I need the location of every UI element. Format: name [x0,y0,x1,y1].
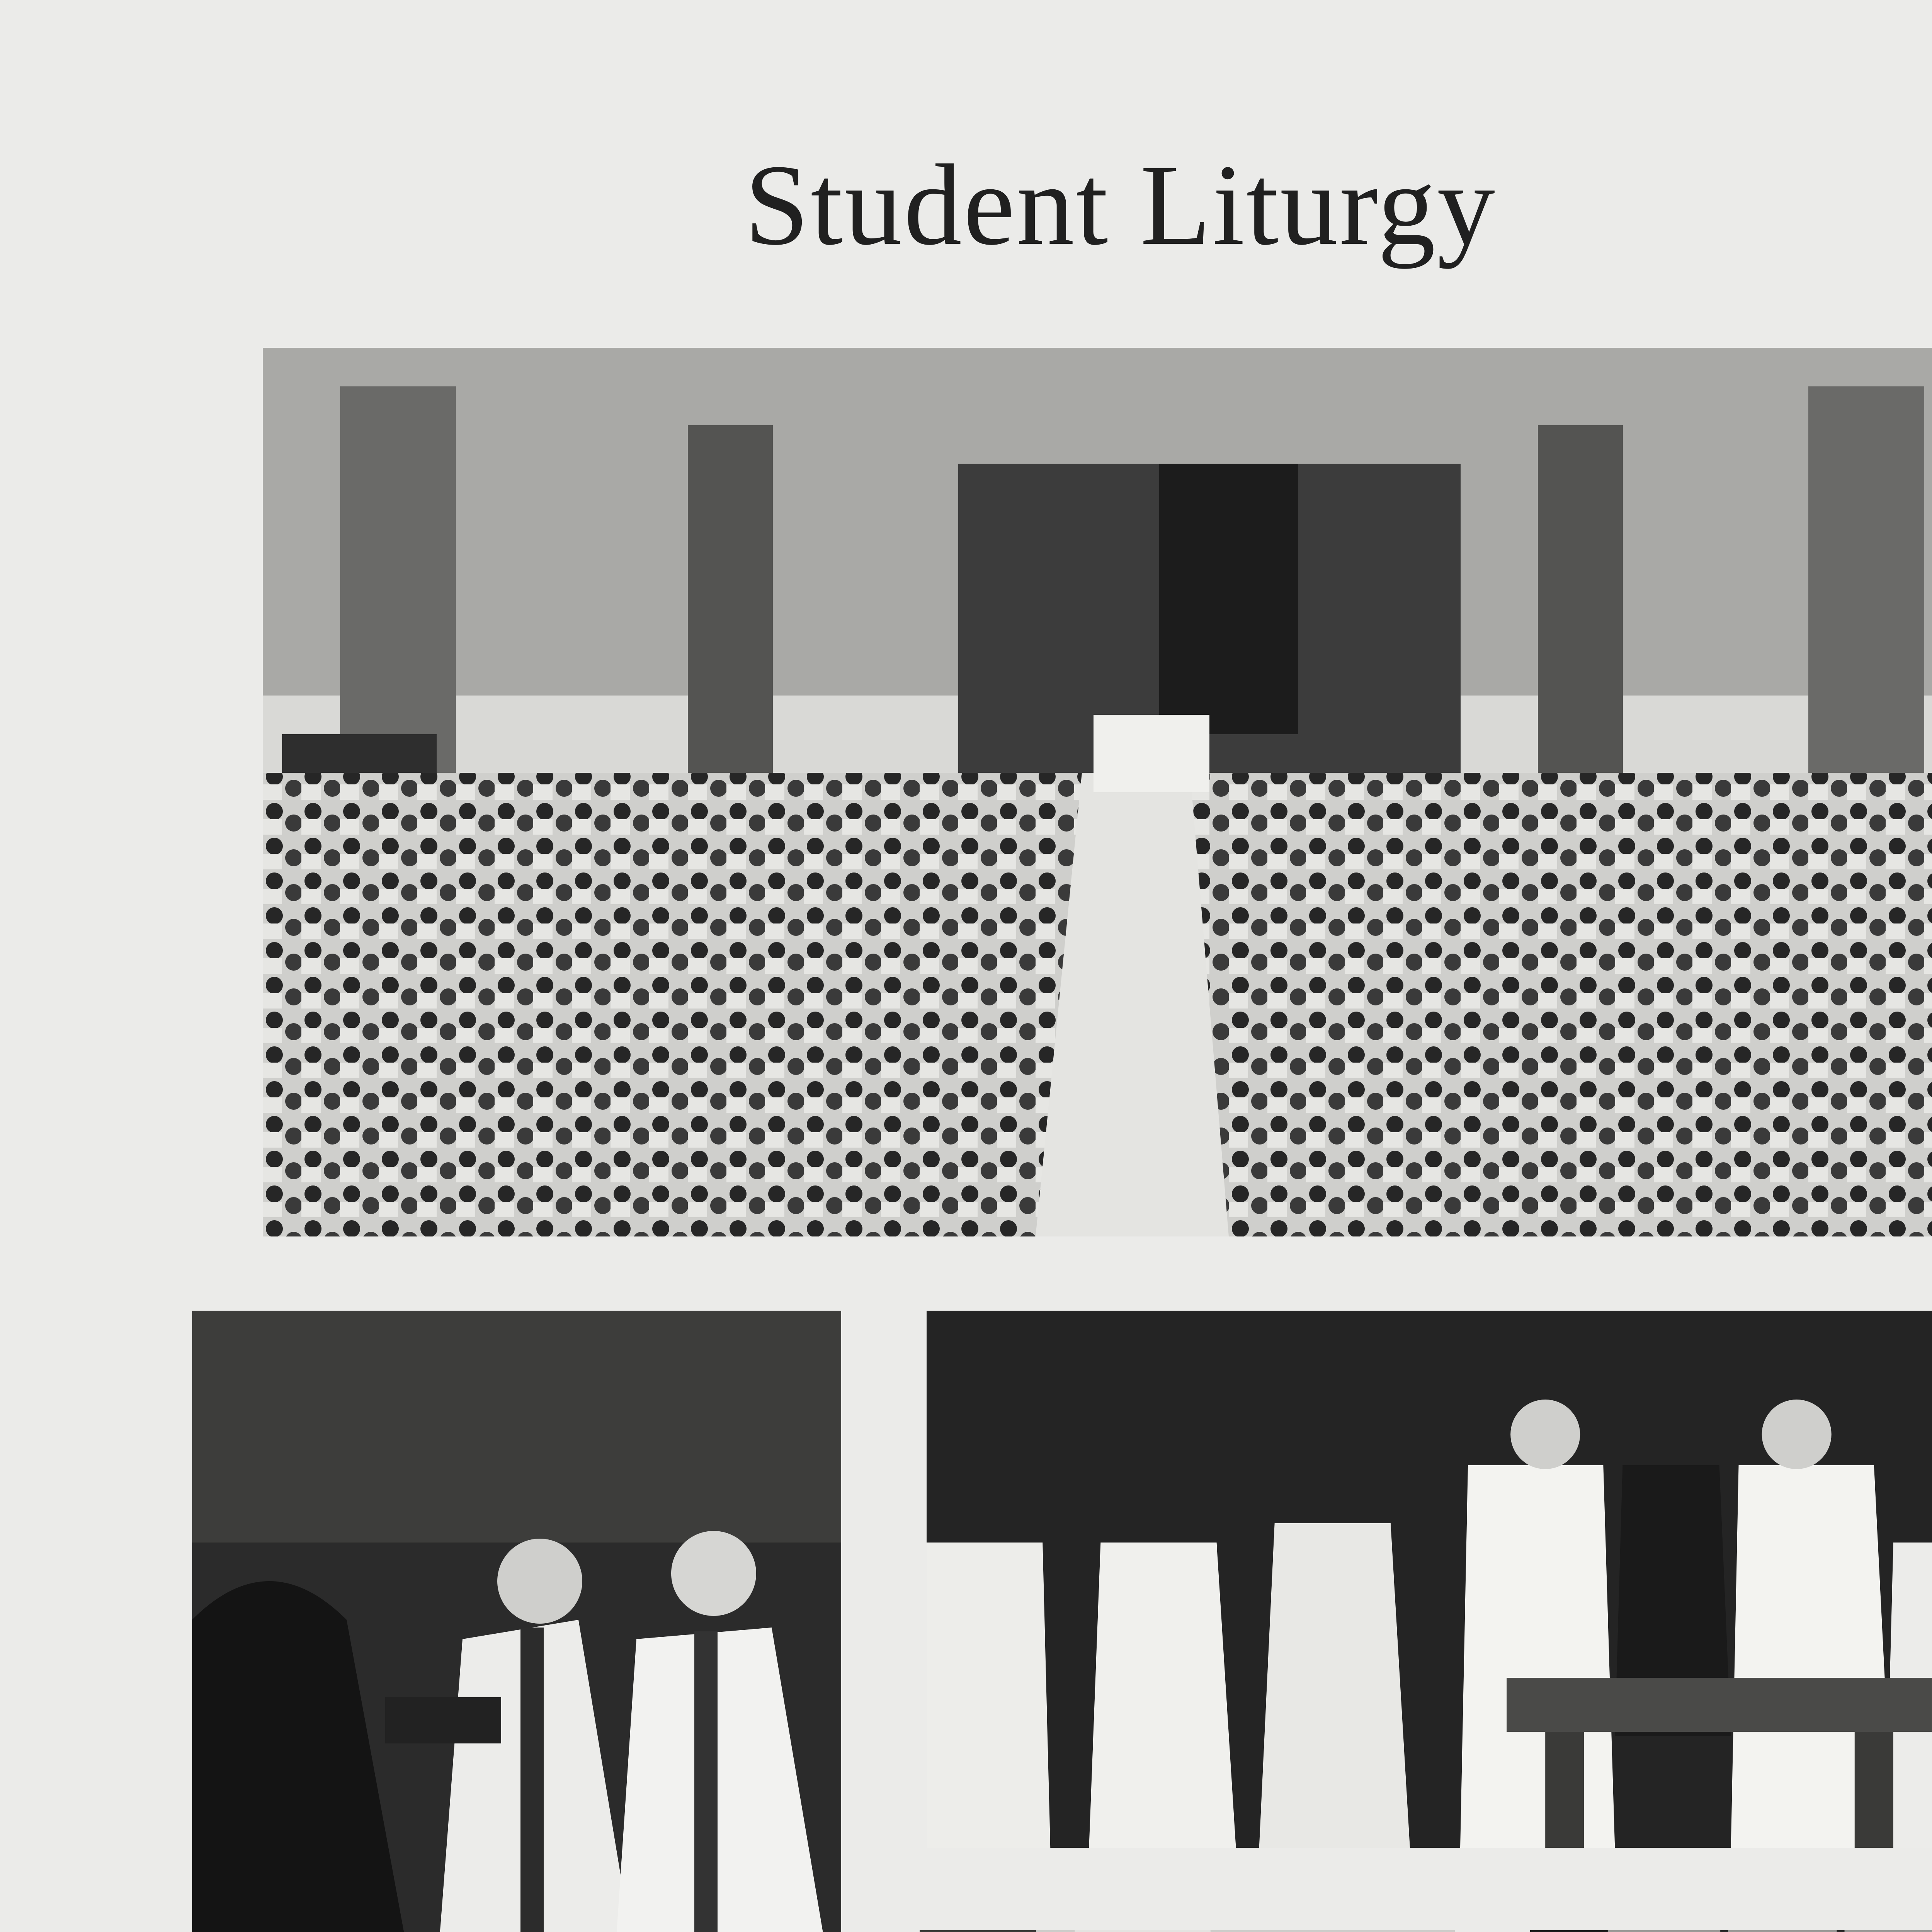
photo-congregation [263,348,1932,1236]
page-title: Student Liturgy [744,141,1497,269]
photo-homily [1530,1930,1932,1932]
photo-eucharistic-prayer [192,1311,841,1932]
photo-scripture-reading [920,1930,1455,1932]
photo-concelebration [927,1311,1932,1848]
